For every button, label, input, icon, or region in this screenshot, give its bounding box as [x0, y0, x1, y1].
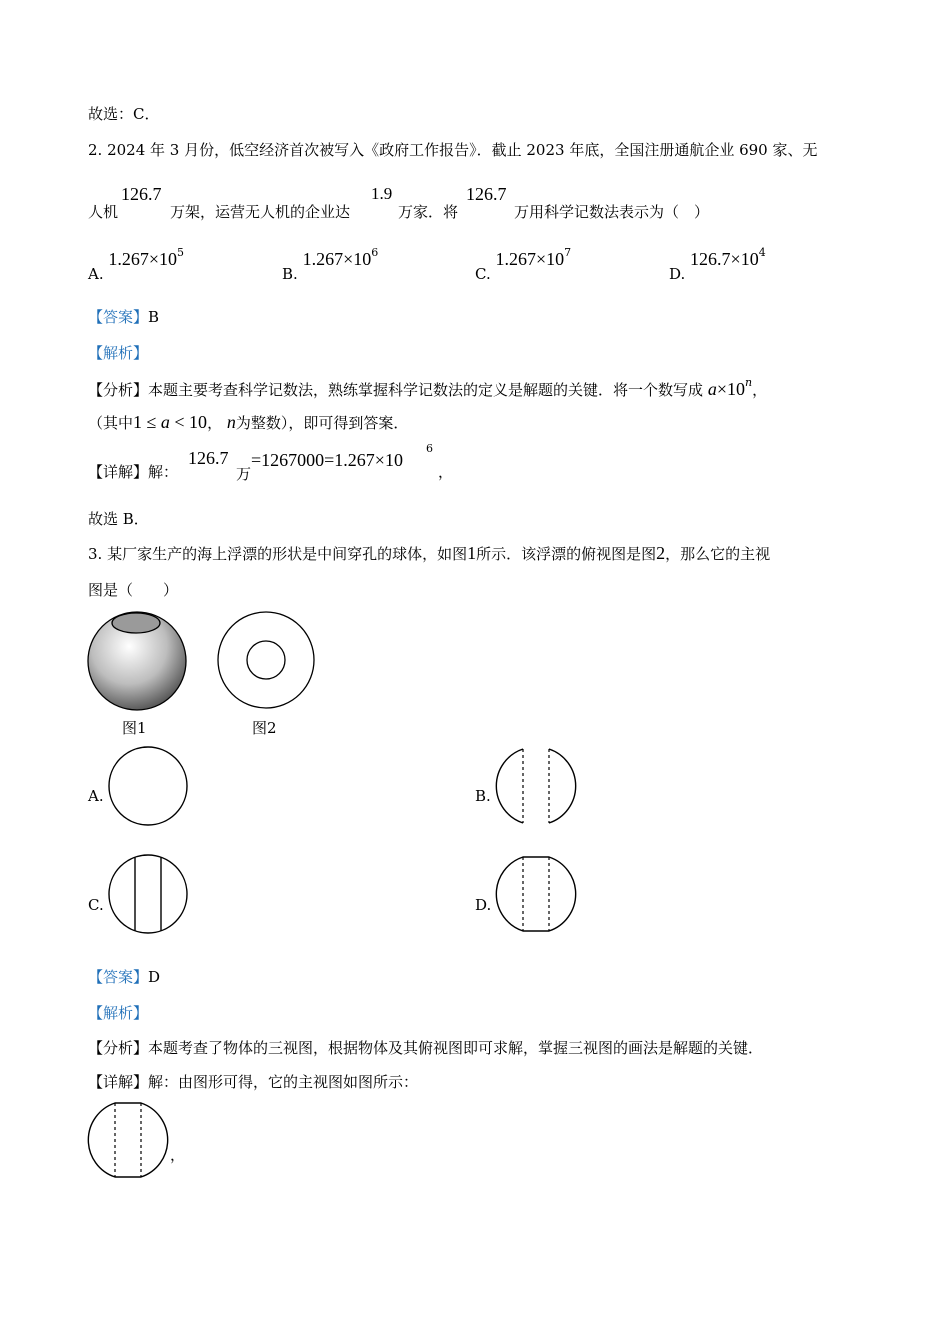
- q2-answer: [88, 306, 159, 327]
- q3-answer: [88, 966, 160, 987]
- q2-option-c[interactable]: C. $1.267\times 10^7$: [475, 246, 572, 283]
- q2-num-1267b: 126.7: [466, 184, 507, 204]
- q3-option-a-label[interactable]: A.: [88, 787, 104, 805]
- q3-option-a-figure[interactable]: [107, 746, 189, 828]
- q2-jiexi-tag: 【解析】: [88, 344, 149, 362]
- q2-num-1267: 126.7: [121, 184, 162, 204]
- figure-2-top-view: [217, 611, 317, 711]
- answer-tag: 【答案】: [88, 968, 149, 986]
- q3-fenxi: 【分析】本题考查了物体的三视图，根据物体及其俯视图即可求解，掌握三视图的画法是解题的关键．: [88, 1039, 764, 1057]
- q2-stem-line1: 2. 2024 年 3 月份，低空经济首次被写入《政府工作报告》．截止 2023 年底，全国注册通航企业 690 家、无: [88, 141, 818, 159]
- q3-trailing-comma: ，: [170, 1146, 186, 1164]
- q3-option-b-label[interactable]: B.: [475, 787, 491, 805]
- q2-num-19: 1.9: [371, 184, 393, 203]
- fenxi-tag: 【分析】: [88, 381, 149, 399]
- q3-stem-line2: 图是（ ）: [88, 581, 179, 599]
- q2-fenxi: 【分析】本题主要考查科学记数法，熟练掌握科学记数法的定义是解题的关键．将一个数写成 $a\times 10^n$，: [88, 376, 768, 399]
- q2-text-b: 万架，运营无人机的企业达: [170, 203, 351, 221]
- q2-option-d[interactable]: D. $126.7\times 10^4$: [669, 246, 766, 283]
- q2-conclusion: 故选 B．: [88, 510, 149, 528]
- q2-option-a[interactable]: A. $1.267\times 10^5$: [88, 246, 185, 283]
- q2-text-a: 人机: [88, 203, 119, 221]
- figure-1-caption: 图1: [122, 719, 147, 737]
- q3-stem-line1: 3. 某厂家生产的海上浮漂的形状是中间穿孔的球体，如图1所示．该浮漂的俯视图是图2，那么它的主视: [88, 543, 771, 563]
- q3-option-b-figure[interactable]: [495, 746, 579, 828]
- q3-solution-figure: [87, 1100, 171, 1182]
- q3-jiexi-tag: 【解析】: [88, 1004, 149, 1022]
- q2-condition: （其中1 ≤ a < 10， n为整数），即可得到答案．: [88, 412, 409, 432]
- q2-text-d: 万用科学记数法表示为（ ）: [514, 203, 710, 221]
- q2-option-b[interactable]: B. $1.267\times 10^6$: [282, 246, 379, 283]
- q2-text-c: 万家．将: [398, 203, 459, 221]
- q1-conclusion: 故选：C．: [88, 105, 160, 123]
- answer-tag: 【答案】: [88, 308, 149, 326]
- q3-option-d-label[interactable]: D.: [475, 896, 492, 914]
- fenxi-tag: 【分析】: [88, 1039, 149, 1057]
- q3-option-c-figure[interactable]: [107, 854, 189, 936]
- figure-2-caption: 图2: [252, 719, 277, 737]
- answer-value: D: [148, 968, 161, 986]
- q3-option-c-label[interactable]: C.: [88, 896, 104, 914]
- figure-1-sphere: [86, 610, 188, 712]
- xiangjie-tag: 【详解】: [88, 1073, 149, 1091]
- q3-option-d-figure[interactable]: [495, 854, 579, 936]
- q3-xiangjie: 【详解】解：由图形可得，它的主视图如图所示：: [88, 1073, 419, 1091]
- answer-value: B: [148, 308, 160, 326]
